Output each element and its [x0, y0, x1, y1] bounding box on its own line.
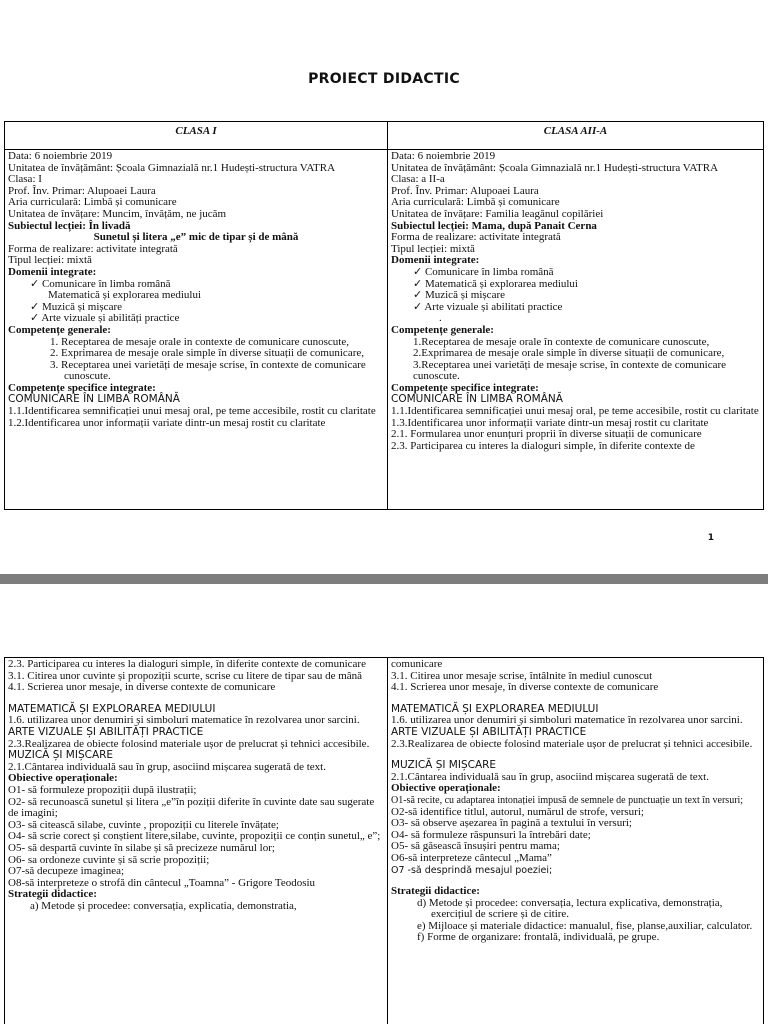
- text-line: Unitatea de învățare: Muncim, învățăm, ne jucăm: [8, 207, 227, 220]
- section-heading: Competențe specifice integrate:: [391, 381, 539, 394]
- text-line: Data: 6 noiembrie 2019: [391, 150, 496, 162]
- list-item: 1.3.Identificarea unor informații variate dintr-un mesaj rostit cu claritate: [391, 416, 709, 429]
- list-item: 3.1. Citirea unor cuvinte și propoziții scurte, scrise cu litere de tipar sau de mână: [8, 669, 363, 682]
- lesson-table-continued: [4, 657, 764, 1024]
- checklist-item: ✓ Muzică și mișcare: [413, 289, 505, 302]
- objective-item: O3- să observe așezarea în pagină a textului în versuri;: [391, 817, 632, 830]
- list-item: 1.6. utilizarea unor denumiri și simboluri matematice în rezolvarea unor sarcini.: [8, 714, 360, 727]
- section-heading: Competențe generale:: [8, 323, 111, 336]
- objective-item: O7 -să desprindă mesajul poeziei;: [391, 864, 553, 876]
- subject-heading: COMUNICARE ÎN LIMBA ROMÂNĂ: [391, 393, 563, 406]
- text-line: Aria curriculară: Limbă și comunicare: [8, 196, 177, 209]
- subject-heading: COMUNICARE ÎN LIMBA ROMÂNĂ: [8, 393, 180, 406]
- list-item: 1.1.Identificarea semnificației unui mesaj oral, pe teme accesibile, rostit cu claritate: [391, 405, 759, 418]
- text-line: Forma de realizare: activitate integrată: [391, 231, 561, 244]
- list-item: 2.3.Realizarea de obiecte folosind materiale ușor de prelucrat și tehnici accesibile.: [391, 737, 753, 750]
- list-item: 1. Receptarea de mesaje orale in contexte de comunicare cunoscute,: [50, 335, 349, 348]
- objective-item: O5- să găsească însușiri pentru mama;: [391, 840, 560, 853]
- checklist-item: ✓ Matematică și explorarea mediului: [413, 277, 578, 290]
- subject-heading: MUZICĂ ȘI MIȘCARE: [391, 759, 497, 772]
- objective-item: O7-să decupeze imaginea;: [8, 865, 125, 878]
- text-line: .: [439, 312, 442, 325]
- objective-item: O6- sa ordoneze cuvinte și să scrie propoziții;: [8, 853, 210, 866]
- objective-item: O8-să interpreteze o strofă din cântecul „Toamna” - Grigore Teodosiu: [8, 876, 316, 889]
- objective-item: O6-să interpreteze cântecul „Mama”: [391, 851, 552, 864]
- section-heading: Obiective operaționale:: [8, 772, 118, 785]
- list-item: 2.1.Cântarea individuală sau în grup, asociind mișcarea sugerată de text.: [391, 770, 709, 783]
- subject-heading: ARTE VIZUALE ȘI ABILITĂȚI PRACTICE: [391, 725, 587, 738]
- text-line: Unitatea de învățământ: Școala Gimnazială nr.1 Hudești-structura VATRA: [8, 161, 336, 174]
- lesson-subtitle: Sunetul și litera „e” mic de tipar și de mână: [93, 231, 299, 244]
- column-clasa-i: [5, 150, 388, 510]
- list-item: 1.1.Identificarea semnificației unui mesaj oral, pe teme accesibile, rostit cu claritate: [8, 405, 376, 418]
- objective-item: O4- să scrie corect și conștient litere,silabe, cuvinte, propoziții ce conțin sunetul„ e”;: [8, 830, 381, 843]
- text-line: Prof. Înv. Primar: Alupoaei Laura: [8, 184, 156, 197]
- list-item: f) Forme de organizare: frontală, individuală, pe grupe.: [417, 931, 660, 944]
- lesson-table: [4, 121, 764, 510]
- list-item: 3. Receptarea unei varietăți de mesaje scrise, în contexte de comunicare cunoscute.: [50, 358, 366, 383]
- lesson-subject: Subiectul lecției: În livadă: [8, 219, 131, 232]
- checklist-item: ✓ Muzică și mișcare: [30, 300, 122, 313]
- text-line: Tipul lecției: mixtă: [8, 254, 92, 267]
- objective-item: O2-să identifice titlul, autorul, numărul de strofe, versuri;: [391, 805, 644, 818]
- column-clasa-i: [5, 658, 388, 1024]
- checklist-item: ✓ Comunicare în limba română: [413, 265, 554, 278]
- checklist-item: ✓ Arte vizuale și abilitati practice: [413, 300, 563, 313]
- text-line: Data: 6 noiembrie 2019: [8, 150, 113, 162]
- text-line: Prof. Înv. Primar: Alupoaei Laura: [391, 184, 539, 197]
- column-header-clasa-a-ii-a: CLASA AII-A: [543, 125, 608, 137]
- document-page-2: [0, 584, 768, 1024]
- section-heading: Strategii didactice:: [391, 885, 480, 898]
- objective-item: O4- să formuleze răspunsuri la întrebări date;: [391, 828, 591, 841]
- list-item: comunicare: [391, 658, 443, 670]
- list-item: 2.3. Participarea cu interes la dialoguri simple, în diferite contexte de comunicare: [8, 658, 366, 670]
- objective-item: O1-să recite, cu adaptarea intonației impusă de semnele de punctuație un text în versuri;: [391, 794, 744, 806]
- list-item: Matematică și explorarea mediului: [48, 289, 202, 302]
- list-item: d) Metode și procedee: conversația, lectura explicativa, demonstrația, exercițiul de scriere și de citire.: [417, 896, 723, 921]
- subject-heading: ARTE VIZUALE ȘI ABILITĂȚI PRACTICE: [8, 725, 204, 738]
- list-item: 1.6. utilizarea unor denumiri și simboluri matematice în rezolvarea unor sarcini.: [391, 714, 743, 727]
- list-item: e) Mijloace și materiale didactice: manualul, fise, planse,auxiliar, calculator.: [417, 919, 753, 932]
- objective-item: O3- să citească silabe, cuvinte , propoziții cu literele învățate;: [8, 818, 279, 831]
- list-item: 4.1. Scrierea unor mesaje, în diverse contexte de comunicare: [391, 681, 659, 694]
- list-item: 1.2.Identificarea unor informații variate dintr-un mesaj rostit cu claritate: [8, 416, 326, 429]
- section-heading: Competențe specifice integrate:: [8, 381, 156, 394]
- text-line: Clasa: I: [8, 173, 42, 186]
- text-line: Clasa: a II-a: [391, 173, 445, 186]
- checklist-item: ✓ Arte vizuale și abilități practice: [30, 312, 180, 325]
- list-item: 2.3. Participarea cu interes la dialoguri simple, în diferite contexte de: [391, 439, 695, 452]
- section-heading: Domenii integrate:: [8, 265, 97, 278]
- column-header-clasa-i: CLASA I: [5, 122, 388, 149]
- objective-item: O5- să despartă cuvinte în silabe și să precizeze numărul lor;: [8, 841, 275, 854]
- column-clasa-a-ii-a: [388, 658, 763, 1024]
- checklist-item: ✓ Comunicare în limba română: [30, 277, 171, 290]
- list-item: 1.Receptarea de mesaje orale în contexte de comunicare cunoscute,: [413, 335, 710, 348]
- table-header: [5, 122, 763, 150]
- section-heading: Strategii didactice:: [8, 888, 97, 901]
- list-item: 3.Receptarea unei varietăți de mesaje scrise, în contexte de comunicare cunoscute.: [413, 358, 727, 383]
- list-item: 2.Exprimarea de mesaje orale simple în diverse situații de comunicare,: [413, 347, 725, 360]
- list-item: a) Metode și procedee: conversația, explicatia, demonstratia,: [30, 899, 297, 912]
- text-line: Aria curriculară: Limbă și comunicare: [391, 196, 560, 209]
- section-heading: Domenii integrate:: [391, 254, 480, 267]
- text-line: Unitatea de învățământ: Școala Gimnazială nr.1 Hudești-structura VATRA: [391, 161, 719, 174]
- document-title: PROIECT DIDACTIC: [308, 71, 460, 87]
- section-heading: Competențe generale:: [391, 323, 494, 336]
- list-item: 2.3.Realizarea de obiecte folosind materiale ușor de prelucrat și tehnici accesibile.: [8, 737, 370, 750]
- list-item: 4.1. Scrierea unor mesaje, in diverse contexte de comunicare: [8, 681, 276, 694]
- section-heading: Obiective operaționale:: [391, 782, 501, 795]
- text-line: Forma de realizare: activitate integrată: [8, 242, 178, 255]
- list-item: 2.1. Formularea unor enunțuri proprii în diverse situații de comunicare: [391, 428, 702, 441]
- subject-heading: MATEMATICĂ ȘI EXPLORAREA MEDIULUI: [391, 702, 599, 715]
- column-clasa-a-ii-a: [388, 150, 763, 510]
- subject-heading: MATEMATICĂ ȘI EXPLORAREA MEDIULUI: [8, 702, 216, 715]
- page-number: 1: [707, 533, 714, 543]
- objective-item: O1- să formuleze propoziții după ilustrații;: [8, 783, 197, 796]
- list-item: 2. Exprimarea de mesaje orale simple în diverse situații de comunicare,: [50, 347, 364, 360]
- lesson-subject: Subiectul lecției: Mama, după Panait Cerna: [391, 219, 597, 232]
- objective-item: O2- să recunoască sunetul și litera „e”în poziții diferite în cuvinte date sau sugerate de imagini;: [8, 795, 375, 820]
- text-line: Tipul lecției: mixtă: [391, 242, 475, 255]
- subject-heading: MUZICĂ ȘI MIȘCARE: [8, 749, 114, 762]
- list-item: 3.1. Citirea unor mesaje scrise, întâlnite în mediul cunoscut: [391, 669, 653, 682]
- list-item: 2.1.Cântarea individuală sau în grup, asociind mișcarea sugerată de text.: [8, 760, 326, 773]
- text-line: Unitatea de învățare: Familia leagănul copilăriei: [391, 207, 604, 220]
